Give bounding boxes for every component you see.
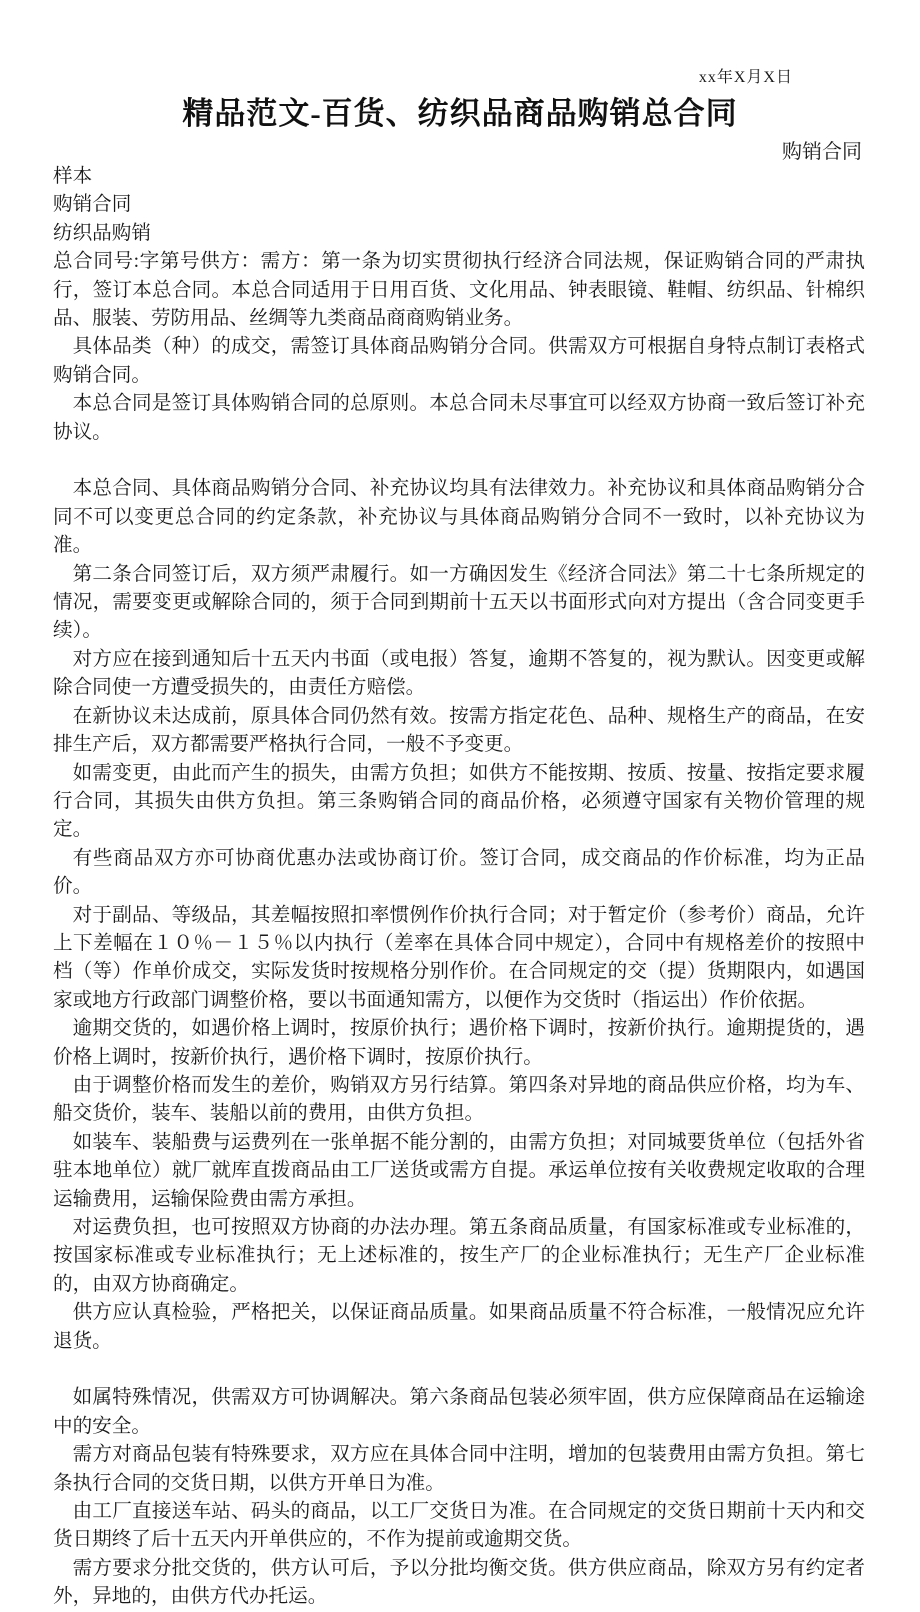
paragraph: 本总合同是签订具体购销合同的总原则。本总合同未尽事宜可以经双方协商一致后签订补充协议。 bbox=[53, 393, 865, 443]
paragraph: 购销合同 bbox=[53, 194, 132, 216]
page-title: 精品范文-百货、纺织品商品购销总合同 bbox=[182, 96, 738, 131]
subtitle-right-aligned: 购销合同 bbox=[782, 141, 862, 163]
paragraph: 需方对商品包装有特殊要求，双方应在具体合同中注明，增加的包装费用由需方负担。第七条执行合同的交货日期，以供方开单日为准。 bbox=[53, 1444, 865, 1494]
paragraph: 由于调整价格而发生的差价，购销双方另行结算。第四条对异地的商品供应价格，均为车、船交货价，装车、装船以前的费用，由供方负担。 bbox=[53, 1074, 865, 1125]
paragraph: 逾期交货的，如遇价格上调时，按原价执行；遇价格下调时，按新价执行。逾期提货的，遇价格上调时，按新价执行，遇价格下调时，按原价执行。 bbox=[53, 1018, 865, 1068]
paragraph: 对于副品、等级品，其差幅按照扣率惯例作价执行合同；对于暂定价（参考价）商品，允许上下差幅在１０％－１５％以内执行（差率在具体合同中规定），合同中有规格差价的按照中档（等）作单价成交，实际发货时按规格分别作价。在合同规定的交（提）货期限内，如遇国家或地方行政部门调整价格，要以书面通知需方，以便作为交货时（指运出）作价依据。 bbox=[53, 904, 865, 1011]
paragraph: 有些商品双方亦可协商优惠办法或协商订价。签订合同，成交商品的作价标准，均为正品价。 bbox=[53, 847, 865, 898]
paragraph: 具体品类（种）的成交，需签订具体商品购销分合同。供需双方可根据自身特点制订表格式购销合同。 bbox=[53, 336, 865, 386]
document-body bbox=[53, 163, 865, 1612]
paragraph: 对运费负担，也可按照双方协商的办法办理。第五条商品质量，有国家标准或专业标准的，按国家标准或专业标准执行；无上述标准的，按生产厂的企业标准执行；无生产厂企业标准的，由双方协商确定。 bbox=[53, 1217, 865, 1295]
paragraph: 第二条合同签订后，双方须严肃履行。如一方确因发生《经济合同法》第二十七条所规定的情况，需要变更或解除合同的，须于合同到期前十五天以书面形式向对方提出（含合同变更手续）。 bbox=[53, 563, 865, 642]
paragraph: 如需变更，由此而产生的损失，由需方负担；如供方不能按期、按质、按量、按指定要求履行合同，其损失由供方负担。第三条购销合同的商品价格，必须遵守国家有关物价管理的规定。 bbox=[53, 762, 865, 841]
blank-line bbox=[53, 447, 865, 475]
paragraph: 总合同号:字第号供方：需方：第一条为切实贯彻执行经济合同法规，保证购销合同的严肃执行，签订本总合同。本总合同适用于日用百货、文化用品、钟表眼镜、鞋帽、纺织品、针棉织品、服装、劳防用品、丝绸等九类商品商商购销业务。 bbox=[53, 251, 865, 330]
date-line: xx年X月X日 bbox=[698, 69, 793, 86]
paragraph: 纺织品购销 bbox=[53, 222, 151, 244]
paragraph: 样本 bbox=[53, 166, 93, 187]
paragraph: 由工厂直接送车站、码头的商品，以工厂交货日为准。在合同规定的交货日期前十天内和交货日期终了后十五天内开单供应的，不作为提前或逾期交货。 bbox=[53, 1501, 865, 1551]
paragraph: 需方要求分批交货的，供方认可后，予以分批均衡交货。供方供应商品，除双方另有约定者外，异地的，由供方代办托运。 bbox=[53, 1557, 865, 1608]
paragraph: 在新协议未达成前，原具体合同仍然有效。按需方指定花色、品种、规格生产的商品，在安排生产后，双方都需要严格执行合同，一般不予变更。 bbox=[53, 705, 865, 756]
paragraph: 如装车、装船费与运费列在一张单据不能分割的，由需方负担；对同城要货单位（包括外省驻本地单位）就厂就库直拨商品由工厂送货或需方自提。承运单位按有关收费规定收取的合理运输费用，运输保险费由需方承担。 bbox=[53, 1131, 865, 1210]
blank-line bbox=[53, 1356, 865, 1384]
paragraph: 如属特殊情况，供需双方可协调解决。第六条商品包装必须牢固，供方应保障商品在运输途中的安全。 bbox=[53, 1387, 865, 1437]
paragraph: 供方应认真检验，严格把关，以保证商品质量。如果商品质量不符合标准，一般情况应允许退货。 bbox=[53, 1302, 865, 1352]
paragraph: 本总合同、具体商品购销分合同、补充协议均具有法律效力。补充协议和具体商品购销分合同不可以变更总合同的约定条款，补充协议与具体商品购销分合同不一致时，以补充协议为准。 bbox=[53, 478, 865, 557]
paragraph: 对方应在接到通知后十五天内书面（或电报）答复，逾期不答复的，视为默认。因变更或解除合同使一方遭受损失的，由责任方赔偿。 bbox=[53, 648, 865, 699]
